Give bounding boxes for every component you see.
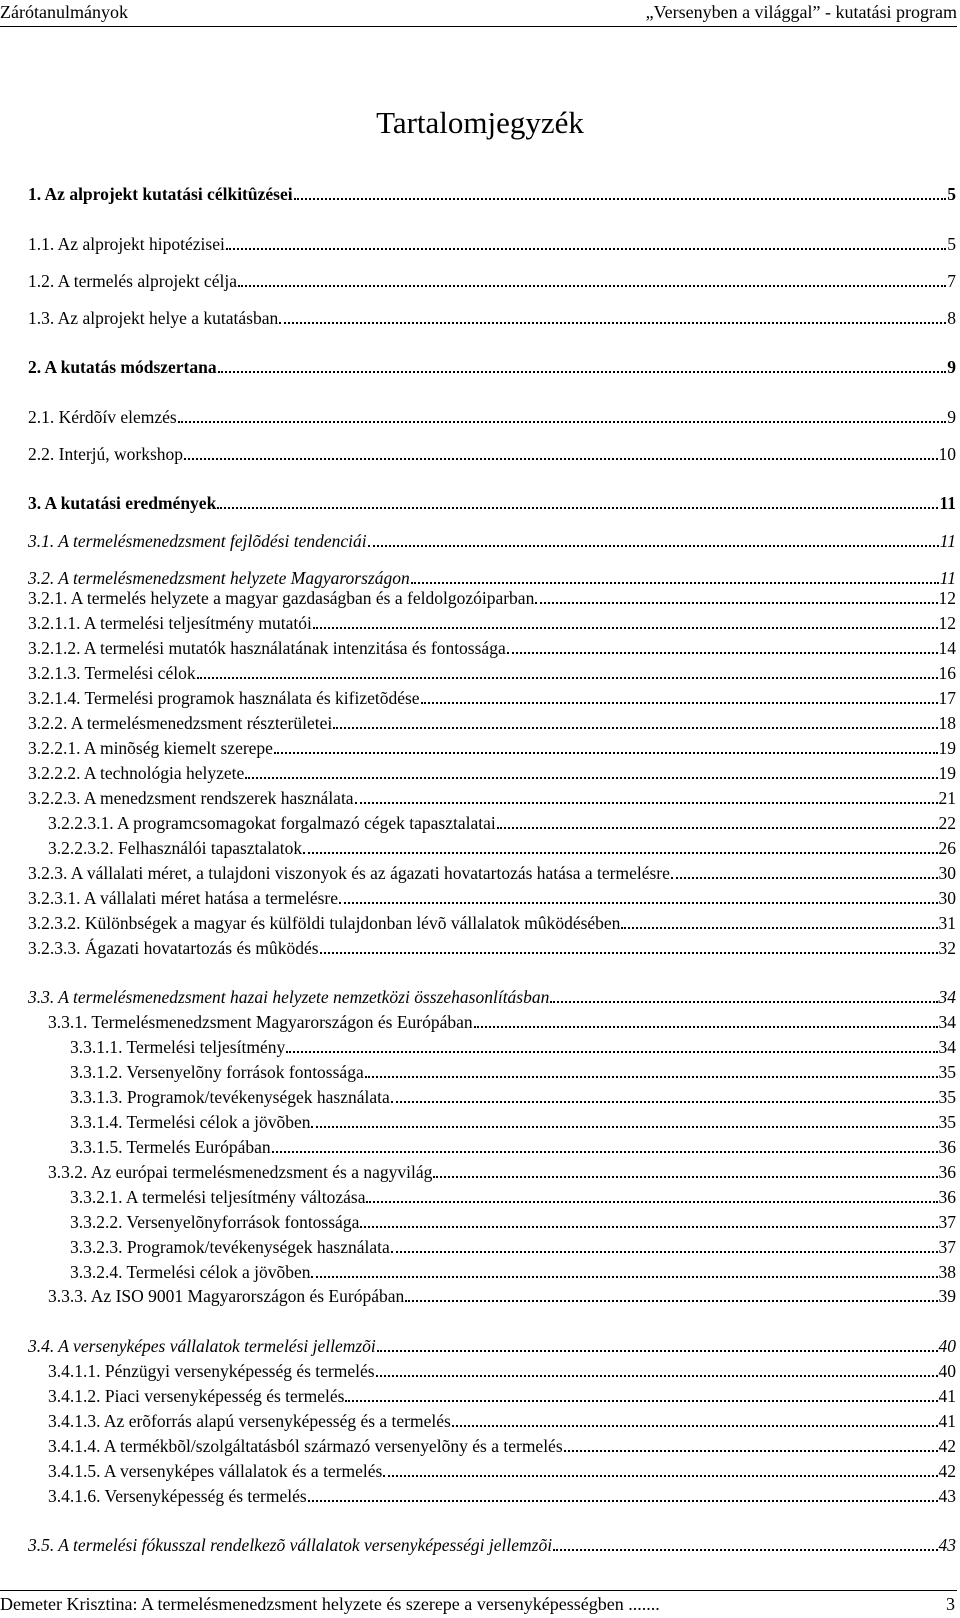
page-header	[0, 0, 957, 27]
toc-entry[interactable]	[70, 1111, 956, 1133]
toc-entry-label: 3.2.2.3.2. Felhasználói tapasztalatok	[48, 838, 303, 858]
toc-entry-page: 19	[938, 738, 956, 758]
toc-entry-label: 2.1. Kérdõív elemzés	[28, 407, 177, 427]
toc-dot-leader	[279, 322, 946, 324]
toc-entry-label: 3.3. A termelésmenedzsment hazai helyzete nemzetközi összehasonlításban	[28, 987, 550, 1007]
toc-entry-page: 7	[947, 271, 956, 291]
toc-dot-leader	[197, 677, 938, 679]
header-left-text: Zárótanulmányok	[0, 2, 128, 22]
toc-entry-page: 30	[938, 888, 956, 908]
toc-entry-label: 3.2.2.2. A technológia helyzete	[28, 763, 245, 783]
toc-entry[interactable]	[28, 270, 956, 292]
toc-dot-leader	[376, 1375, 938, 1377]
toc-entry-label: 3.3.2.3. Programok/tevékenységek használata	[70, 1237, 390, 1257]
toc-entry[interactable]	[28, 787, 956, 809]
toc-entry[interactable]	[48, 1485, 956, 1507]
toc-entry-label: 3.2. A termelésmenedzsment helyzete Magyarországon	[28, 568, 410, 588]
toc-dot-leader	[311, 1126, 937, 1128]
toc-entry-page: 21	[938, 788, 956, 808]
page-title: Tartalomjegyzék	[376, 105, 584, 140]
toc-entry[interactable]	[28, 567, 956, 589]
toc-entry-page: 31	[938, 913, 956, 933]
toc-entry[interactable]	[28, 762, 956, 784]
toc-dot-leader	[217, 507, 938, 509]
toc-dot-leader	[377, 1350, 938, 1352]
page-footer	[0, 1590, 957, 1618]
toc-entry-page: 42	[938, 1461, 956, 1481]
toc-entry[interactable]	[28, 712, 956, 734]
toc-entry[interactable]	[70, 1086, 956, 1108]
toc-entry[interactable]	[28, 233, 956, 255]
toc-entry-page: 41	[938, 1411, 956, 1431]
toc-entry-page: 39	[938, 1286, 956, 1306]
toc-entry-page: 42	[938, 1436, 956, 1456]
toc-entry[interactable]	[28, 986, 956, 1008]
toc-entry-label: 3. A kutatási eredmények	[28, 493, 217, 513]
toc-dot-leader	[507, 652, 938, 654]
toc-entry-label: 3.2.1.1. A termelési teljesítmény mutatói	[28, 613, 312, 633]
toc-entry-label: 3.2.3.1. A vállalati méret hatása a termelésre	[28, 888, 339, 908]
toc-entry-label: 3.3.1.2. Versenyelõny források fontossága	[70, 1062, 364, 1082]
toc-entry-label: 3.2.3.3. Ágazati hovatartozás és mûködés	[28, 938, 319, 958]
toc-entry-label: 3.4.1.3. Az erõforrás alapú versenyképesség és a termelés	[48, 1411, 451, 1431]
toc-entry-label: 3.5. A termelési fókusszal rendelkezõ vállalatok versenyképességi jellemzõi	[28, 1535, 553, 1555]
toc-entry-page: 22	[938, 813, 956, 833]
toc-entry-page: 11	[939, 568, 956, 588]
toc-dot-leader	[391, 1101, 938, 1103]
toc-entry[interactable]	[28, 612, 956, 634]
toc-dot-leader	[391, 1251, 938, 1253]
toc-entry-label: 3.3.2.2. Versenyelõnyforrások fontossága	[70, 1212, 360, 1232]
toc-entry-label: 3.2.1.3. Termelési célok	[28, 663, 196, 683]
toc-entry[interactable]	[28, 687, 956, 709]
toc-entry-label: 2.2. Interjú, workshop	[28, 444, 184, 464]
toc-entry-label: 3.2.1.4. Termelési programok használata és kifizetõdése	[28, 688, 420, 708]
toc-entry[interactable]	[48, 1360, 956, 1382]
toc-entry-label: 1.1. Az alprojekt hipotézisei	[28, 234, 225, 254]
toc-dot-leader	[333, 727, 937, 729]
toc-entry-page: 9	[947, 407, 956, 427]
toc-dot-leader	[218, 371, 947, 373]
toc-dot-leader	[286, 1051, 937, 1053]
toc-entry-page: 18	[938, 713, 956, 733]
toc-entry[interactable]	[28, 307, 956, 329]
toc-entry-label: 3.2.2. A termelésmenedzsment részterületei	[28, 713, 333, 733]
toc-dot-leader	[245, 777, 937, 779]
toc-entry-page: 40	[938, 1361, 956, 1381]
toc-dot-leader	[308, 1500, 938, 1502]
toc-dot-leader	[452, 1425, 938, 1427]
toc-dot-leader	[671, 877, 938, 879]
toc-entry[interactable]	[48, 1161, 956, 1183]
toc-dot-leader	[383, 1475, 937, 1477]
toc-entry[interactable]	[28, 183, 956, 205]
toc-entry-page: 40	[938, 1336, 956, 1356]
toc-entry[interactable]	[28, 587, 956, 609]
toc-entry-page: 17	[938, 688, 956, 708]
toc-entry[interactable]	[28, 356, 956, 378]
toc-entry-page: 36	[938, 1187, 956, 1207]
toc-entry-page: 19	[938, 763, 956, 783]
toc-entry-page: 34	[938, 987, 956, 1007]
toc-entry-page: 36	[938, 1137, 956, 1157]
toc-entry-label: 3.1. A termelésmenedzsment fejlõdési tendenciái	[28, 531, 367, 551]
toc-dot-leader	[274, 752, 938, 754]
toc-entry[interactable]	[70, 1261, 956, 1283]
toc-entry-page: 34	[938, 1012, 956, 1032]
toc-dot-leader	[339, 902, 937, 904]
toc-entry[interactable]	[48, 1410, 956, 1432]
toc-entry[interactable]	[48, 837, 956, 859]
toc-entry-label: 3.2.2.1. A minõség kiemelt szerepe	[28, 738, 273, 758]
toc-entry-page: 30	[938, 863, 956, 883]
toc-entry-page: 35	[938, 1112, 956, 1132]
toc-entry[interactable]	[70, 1211, 956, 1233]
toc-entry-page: 14	[938, 638, 956, 658]
toc-dot-leader	[272, 1151, 938, 1153]
footer-left-text: Demeter Krisztina: A termelésmenedzsment helyzete és szerepe a versenyképességben .......	[0, 1594, 660, 1614]
toc-entry-page: 35	[938, 1087, 956, 1107]
toc-dot-leader	[421, 702, 938, 704]
toc-entry-page: 8	[947, 308, 956, 328]
toc-entry-page: 35	[938, 1062, 956, 1082]
toc-entry-page: 32	[938, 938, 956, 958]
toc-entry[interactable]	[28, 443, 956, 465]
toc-entry-page: 36	[938, 1162, 956, 1182]
toc-dot-leader	[311, 1276, 937, 1278]
toc-entry-page: 41	[938, 1386, 956, 1406]
toc-entry-label: 3.3.1.5. Termelés Európában	[70, 1137, 271, 1157]
toc-dot-leader	[355, 802, 938, 804]
toc-entry[interactable]	[28, 937, 956, 959]
toc-entry-label: 3.3.1.4. Termelési célok a jövõben	[70, 1112, 311, 1132]
toc-entry-page: 9	[947, 357, 956, 377]
toc-entry-label: 3.3.2.1. A termelési teljesítmény változása	[70, 1187, 366, 1207]
toc-entry[interactable]	[48, 1435, 956, 1457]
toc-entry-label: 3.2.3. A vállalati méret, a tulajdoni viszonyok és az ágazati hovatartozás hatása a termelésre	[28, 863, 670, 883]
toc-entry-label: 3.3.2. Az európai termelésmenedzsment és a nagyvilág	[48, 1162, 433, 1182]
toc-entry-page: 12	[938, 613, 956, 633]
toc-dot-leader	[294, 198, 947, 200]
toc-dot-leader	[360, 1226, 937, 1228]
toc-dot-leader	[564, 1450, 938, 1452]
toc-entry-label: 1.3. Az alprojekt helye a kutatásban	[28, 308, 279, 328]
toc-entry-page: 34	[938, 1037, 956, 1057]
toc-dot-leader	[535, 602, 937, 604]
toc-entry[interactable]	[28, 662, 956, 684]
toc-entry[interactable]	[28, 1534, 956, 1556]
toc-entry[interactable]	[48, 1011, 956, 1033]
toc-entry[interactable]	[70, 1061, 956, 1083]
toc-entry-label: 3.2.1.2. A termelési mutatók használatának intenzitása és fontossága	[28, 638, 506, 658]
toc-dot-leader	[368, 545, 939, 547]
toc-entry[interactable]	[70, 1236, 956, 1258]
toc-entry-label: 3.3.1.3. Programok/tevékenységek használata	[70, 1087, 390, 1107]
toc-entry-page: 11	[939, 531, 956, 551]
toc-entry-label: 3.3.3. Az ISO 9001 Magyarországon és Európában	[48, 1286, 405, 1306]
toc-entry-page: 37	[938, 1212, 956, 1232]
toc-entry-page: 43	[938, 1535, 956, 1555]
toc-entry-label: 3.2.1. A termelés helyzete a magyar gazdaságban és a feldolgozóiparban	[28, 588, 535, 608]
toc-entry-label: 3.4.1.5. A versenyképes vállalatok és a termelés	[48, 1461, 383, 1481]
toc-entry[interactable]	[28, 1335, 956, 1357]
toc-dot-leader	[365, 1076, 938, 1078]
toc-dot-leader	[433, 1176, 937, 1178]
toc-dot-leader	[497, 827, 938, 829]
toc-entry[interactable]	[70, 1186, 956, 1208]
toc-dot-leader	[474, 1026, 938, 1028]
toc-dot-leader	[621, 927, 937, 929]
toc-dot-leader	[226, 248, 946, 250]
toc-entry[interactable]	[48, 1460, 956, 1482]
toc-entry[interactable]	[28, 887, 956, 909]
toc-dot-leader	[550, 1001, 937, 1003]
toc-entry-label: 3.4.1.4. A termékbõl/szolgáltatásból származó versenyelõny és a termelés	[48, 1436, 563, 1456]
toc-entry-label: 3.2.3.2. Különbségek a magyar és külföldi tulajdonban lévõ vállalatok mûködésében	[28, 913, 621, 933]
toc-entry[interactable]	[28, 737, 956, 759]
toc-entry-page: 5	[947, 184, 956, 204]
toc-dot-leader	[345, 1400, 937, 1402]
toc-entry-page: 16	[938, 663, 956, 683]
toc-entry-page: 26	[938, 838, 956, 858]
toc-entry-page: 10	[938, 444, 956, 464]
toc-dot-leader	[411, 582, 939, 584]
toc-entry[interactable]	[28, 530, 956, 552]
toc-entry-label: 3.2.2.3. A menedzsment rendszerek használata	[28, 788, 354, 808]
toc-entry[interactable]	[28, 637, 956, 659]
toc-entry[interactable]	[28, 862, 956, 884]
toc-entry[interactable]	[28, 406, 956, 428]
toc-entry-label: 3.4. A versenyképes vállalatok termelési jellemzõi	[28, 1336, 376, 1356]
toc-entry-label: 3.4.1.1. Pénzügyi versenyképesség és termelés	[48, 1361, 375, 1381]
toc-entry-page: 5	[947, 234, 956, 254]
toc-entry-label: 2. A kutatás módszertana	[28, 357, 217, 377]
toc-entry[interactable]	[48, 812, 956, 834]
toc-dot-leader	[320, 952, 938, 954]
toc-dot-leader	[405, 1300, 937, 1302]
toc-entry-page: 43	[938, 1486, 956, 1506]
toc-dot-leader	[184, 458, 937, 460]
toc-entry-label: 3.2.2.3.1. A programcsomagokat forgalmazó cégek tapasztalatai	[48, 813, 496, 833]
toc-dot-leader	[178, 421, 947, 423]
toc-entry[interactable]	[48, 1285, 956, 1307]
toc-entry[interactable]	[28, 912, 956, 934]
toc-entry-label: 3.4.1.6. Versenyképesség és termelés	[48, 1486, 307, 1506]
toc-entry-label: 3.3.1.1. Termelési teljesítmény	[70, 1037, 286, 1057]
footer-page-number: 3	[946, 1594, 955, 1614]
toc-dot-leader	[553, 1549, 937, 1551]
toc-entry[interactable]	[70, 1136, 956, 1158]
toc-entry-page: 38	[938, 1262, 956, 1282]
toc-entry[interactable]	[48, 1385, 956, 1407]
toc-dot-leader	[366, 1201, 937, 1203]
toc-entry-label: 3.3.2.4. Termelési célok a jövõben	[70, 1262, 311, 1282]
toc-entry[interactable]	[70, 1036, 956, 1058]
toc-entry-label: 3.4.1.2. Piaci versenyképesség és termelés	[48, 1386, 345, 1406]
toc-dot-leader	[238, 285, 946, 287]
toc-dot-leader	[313, 627, 938, 629]
toc-entry-page: 11	[939, 493, 956, 513]
toc-dot-leader	[303, 852, 937, 854]
toc-entry-label: 1. Az alprojekt kutatási célkitûzései	[28, 184, 293, 204]
toc-entry-label: 1.2. A termelés alprojekt célja	[28, 271, 237, 291]
toc-entry-page: 37	[938, 1237, 956, 1257]
toc-entry[interactable]	[28, 492, 956, 514]
toc-entry-page: 12	[938, 588, 956, 608]
toc-entry-label: 3.3.1. Termelésmenedzsment Magyarországon és Európában	[48, 1012, 473, 1032]
header-right-text: „Versenyben a világgal” - kutatási program	[645, 2, 957, 22]
